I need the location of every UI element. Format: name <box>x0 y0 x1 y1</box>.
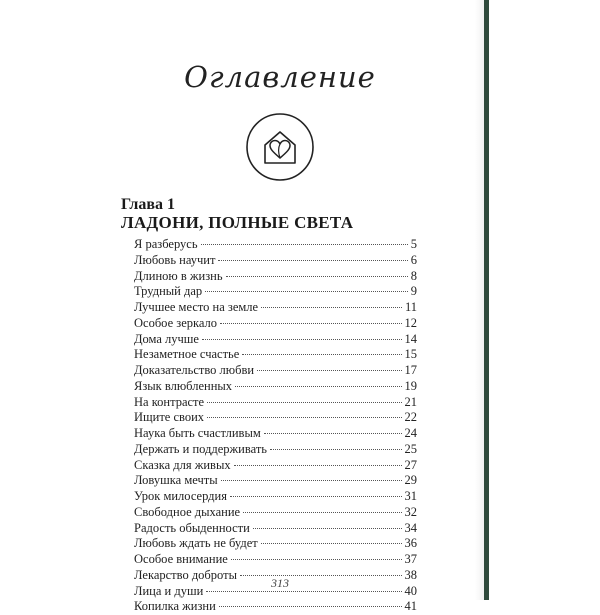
toc-entry-page: 21 <box>404 394 417 409</box>
toc-entry-page: 37 <box>404 552 417 566</box>
toc-entry-title: Лучшее место на земле <box>134 300 259 314</box>
toc-entry <box>134 458 417 474</box>
toc-entry-title: Особое зеркало <box>134 315 218 330</box>
toc-entry-page: 38 <box>404 567 417 582</box>
toc-entry <box>134 536 417 552</box>
dot-leader <box>235 385 401 387</box>
toc-entry <box>134 410 417 426</box>
toc-heading: Оглавление <box>184 60 376 94</box>
page-number: 313 <box>271 576 289 590</box>
house-heart-icon <box>245 112 315 182</box>
toc-entry-title: Лица и души <box>134 583 204 598</box>
dot-leader <box>202 338 402 340</box>
toc-entry-title: Любовь научит <box>134 252 216 267</box>
toc-entry-page: 41 <box>404 599 417 614</box>
toc-entry-page: 11 <box>404 300 417 314</box>
dot-leader <box>253 527 402 529</box>
toc-entry <box>134 379 417 395</box>
dot-leader <box>243 511 401 513</box>
toc-entry-title: Лекарство доброты <box>134 567 237 582</box>
toc-entry <box>134 489 417 505</box>
dot-leader <box>207 416 401 418</box>
dot-leader <box>220 322 401 324</box>
toc-entry <box>134 426 417 442</box>
toc-entry-title: Трудный дар <box>134 284 203 299</box>
dot-leader <box>264 432 402 434</box>
dot-leader <box>218 259 407 261</box>
toc-entry <box>134 237 417 253</box>
toc-entry-title: Незаметное счастье <box>134 347 240 362</box>
toc-entry-page: 15 <box>404 347 417 362</box>
toc-entry-title: Дома лучше <box>134 331 199 346</box>
toc-entry-title: Держать и поддерживать <box>134 441 267 456</box>
toc-entry-page: 27 <box>404 457 417 472</box>
toc-entry-page: 22 <box>404 410 417 425</box>
toc-entry-title: Радость обыденности <box>134 520 250 535</box>
dot-leader <box>230 495 402 497</box>
toc-entry-page: 34 <box>404 520 417 535</box>
dot-leader <box>261 542 402 544</box>
toc-entry-title: Урок милосердия <box>134 489 227 503</box>
dot-leader <box>205 290 408 292</box>
toc-entry-page: 24 <box>404 426 417 440</box>
toc-entry-page: 36 <box>404 536 417 551</box>
toc-entry-title: Копилка жизни <box>134 599 216 614</box>
dot-leader <box>221 479 402 481</box>
chapter-label: Глава 1 <box>121 196 175 213</box>
toc-entry <box>134 552 417 568</box>
dot-leader <box>257 369 401 371</box>
dot-leader <box>242 353 401 355</box>
toc-entry-page: 12 <box>404 315 417 330</box>
toc-entry-page: 29 <box>404 473 417 488</box>
toc-entry-title: Сказка для живых <box>134 457 231 472</box>
toc-entry <box>134 300 417 316</box>
toc-entry-title: Ловушка мечты <box>134 473 218 488</box>
dot-leader <box>261 306 402 308</box>
toc-entry-title: Я разберусь <box>134 237 198 251</box>
toc-entry <box>134 269 417 285</box>
toc-entry <box>134 395 417 411</box>
chapter-title: ЛАДОНИ, ПОЛНЫЕ СВЕТА <box>121 213 354 232</box>
toc-entry-page: 19 <box>404 378 417 393</box>
book-spine-edge <box>484 0 489 600</box>
dot-leader <box>234 464 402 466</box>
toc-entry-title: Наука быть счастливым <box>134 426 261 440</box>
toc-entry-title: На контрасте <box>134 394 205 409</box>
toc-entry <box>134 521 417 537</box>
toc-entry-title: Язык влюбленных <box>134 378 233 393</box>
toc-entry <box>134 316 417 332</box>
toc-entry-list <box>134 237 417 615</box>
dot-leader <box>207 401 401 403</box>
toc-entry <box>134 332 417 348</box>
toc-entry-title: Особое внимание <box>134 552 228 566</box>
toc-entry-title: Доказательство любви <box>134 363 255 377</box>
toc-entry <box>134 442 417 458</box>
toc-entry-page: 14 <box>404 331 417 346</box>
toc-entry-title: Длиною в жизнь <box>134 268 223 283</box>
dot-leader <box>201 243 408 245</box>
toc-entry-title: Свободное дыхание <box>134 504 241 519</box>
toc-entry-title: Любовь ждать не будет <box>134 536 258 551</box>
toc-entry-page: 17 <box>404 363 417 377</box>
page-gutter-shadow <box>475 0 484 600</box>
toc-entry-page: 6 <box>410 252 417 267</box>
toc-entry-page: 31 <box>404 489 417 503</box>
toc-entry-page: 9 <box>410 284 417 299</box>
dot-leader <box>219 605 402 607</box>
dot-leader <box>226 275 408 277</box>
toc-entry <box>134 253 417 269</box>
toc-entry-page: 8 <box>410 268 417 283</box>
dot-leader <box>231 558 402 560</box>
toc-entry-title: Ищите своих <box>134 410 205 425</box>
dot-leader <box>270 448 402 450</box>
toc-entry <box>134 505 417 521</box>
toc-entry-page: 40 <box>404 583 417 598</box>
toc-entry <box>134 347 417 363</box>
toc-entry-page: 25 <box>404 441 417 456</box>
toc-entry <box>134 284 417 300</box>
toc-entry <box>134 363 417 379</box>
toc-entry <box>134 599 417 615</box>
toc-entry-page: 32 <box>404 504 417 519</box>
toc-entry <box>134 473 417 489</box>
toc-entry-page: 5 <box>410 237 417 251</box>
